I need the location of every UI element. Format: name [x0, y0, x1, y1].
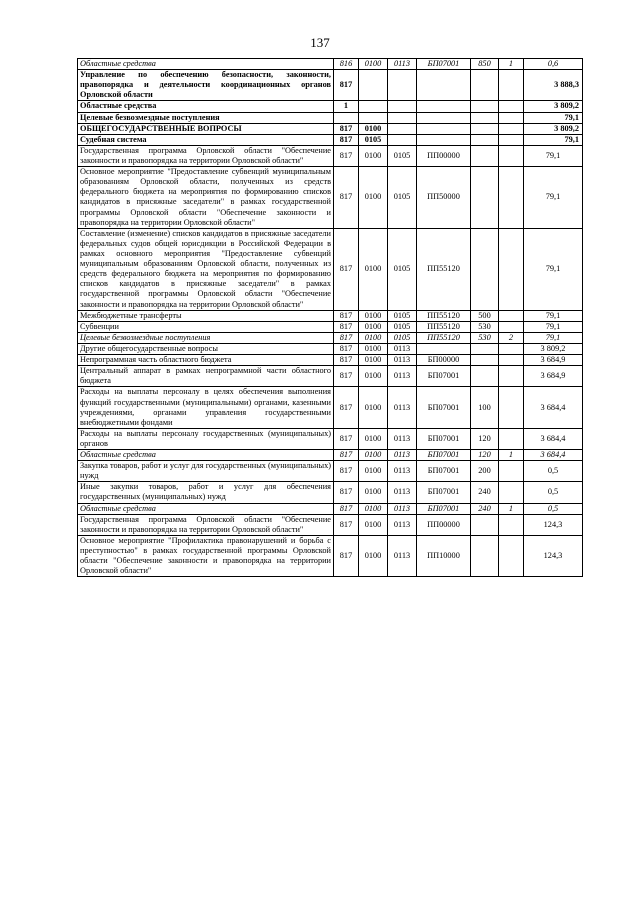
- cell-ved-code: 817: [334, 332, 359, 343]
- cell-funding-source: [499, 70, 524, 101]
- cell-target-article: БП07001: [417, 387, 471, 428]
- cell-subsection-code: 0105: [388, 145, 417, 166]
- cell-funding-source: [499, 428, 524, 449]
- cell-funding-source: 1: [499, 503, 524, 514]
- cell-funding-source: [499, 535, 524, 576]
- cell-target-article: БП00000: [417, 355, 471, 366]
- cell-target-article: [417, 101, 471, 112]
- cell-name: Областные средства: [78, 101, 334, 112]
- cell-target-article: ПП00000: [417, 514, 471, 535]
- cell-name: Расходы на выплаты персоналу государственных (муниципальных) органов: [78, 428, 334, 449]
- cell-name: Межбюджетные трансферты: [78, 310, 334, 321]
- table-row: [78, 332, 583, 343]
- cell-subsection-code: 0105: [388, 167, 417, 229]
- cell-section-code: 0100: [359, 535, 388, 576]
- cell-ved-code: 817: [334, 310, 359, 321]
- cell-section-code: 0100: [359, 366, 388, 387]
- cell-expense-type: 200: [471, 461, 499, 482]
- cell-expense-type: 530: [471, 321, 499, 332]
- cell-amount: 3 684,9: [524, 366, 583, 387]
- table-row: [78, 387, 583, 428]
- cell-expense-type: [471, 228, 499, 310]
- cell-section-code: 0100: [359, 482, 388, 503]
- cell-name: Составление (изменение) списков кандидатов в присяжные заседатели федеральных судов общей юрисдикции в Российской Федерации в рамках основного мероприятия "Предоставление субвенций муниципальным образованиям Орловской области, полученных из средств федерального бюджета на мероприятия по формированию списков кандидатов в присяжные заседатели" в рамках государственной программы Орловской области "Обеспечение законности и правопорядка на территории Орловской области": [78, 228, 334, 310]
- cell-ved-code: [334, 112, 359, 123]
- cell-target-article: БП07001: [417, 482, 471, 503]
- cell-amount: 124,3: [524, 535, 583, 576]
- cell-ved-code: 817: [334, 134, 359, 145]
- cell-section-code: 0100: [359, 145, 388, 166]
- cell-target-article: ПП10000: [417, 535, 471, 576]
- cell-expense-type: [471, 535, 499, 576]
- table-row: [78, 503, 583, 514]
- table-row: [78, 450, 583, 461]
- cell-subsection-code: [388, 112, 417, 123]
- cell-expense-type: 120: [471, 450, 499, 461]
- cell-expense-type: [471, 343, 499, 354]
- cell-target-article: БП07001: [417, 503, 471, 514]
- cell-amount: 3 809,2: [524, 123, 583, 134]
- cell-section-code: 0100: [359, 428, 388, 449]
- cell-section-code: 0100: [359, 450, 388, 461]
- cell-target-article: БП07001: [417, 461, 471, 482]
- cell-target-article: БП07001: [417, 59, 471, 70]
- cell-funding-source: [499, 321, 524, 332]
- cell-amount: 3 809,2: [524, 101, 583, 112]
- cell-name: Целевые безвозмездные поступления: [78, 332, 334, 343]
- cell-name: Областные средства: [78, 503, 334, 514]
- cell-funding-source: [499, 355, 524, 366]
- cell-funding-source: [499, 134, 524, 145]
- cell-amount: 124,3: [524, 514, 583, 535]
- table-row: [78, 123, 583, 134]
- cell-ved-code: 817: [334, 70, 359, 101]
- cell-subsection-code: [388, 134, 417, 145]
- cell-section-code: 0100: [359, 332, 388, 343]
- cell-amount: 0,6: [524, 59, 583, 70]
- table-row: [78, 461, 583, 482]
- cell-section-code: 0100: [359, 343, 388, 354]
- cell-amount: 3 684,4: [524, 450, 583, 461]
- cell-ved-code: 817: [334, 145, 359, 166]
- cell-expense-type: [471, 514, 499, 535]
- cell-ved-code: 816: [334, 59, 359, 70]
- cell-name: Государственная программа Орловской области "Обеспечение законности и правопорядка на территории Орловской области": [78, 514, 334, 535]
- cell-target-article: ПП50000: [417, 167, 471, 229]
- cell-amount: 79,1: [524, 321, 583, 332]
- cell-expense-type: [471, 167, 499, 229]
- table-row: [78, 145, 583, 166]
- cell-amount: 79,1: [524, 112, 583, 123]
- cell-amount: 79,1: [524, 228, 583, 310]
- cell-section-code: 0100: [359, 514, 388, 535]
- table-row: [78, 101, 583, 112]
- cell-name: Основное мероприятие "Предоставление субвенций муниципальным образованиям Орловской области, полученных из средств федерального бюджета на мероприятия по формированию списков кандидатов в присяжные заседатели" в рамках государственной программы Орловской области "Обеспечение законности и правопорядка на территории Орловской области": [78, 167, 334, 229]
- cell-target-article: [417, 123, 471, 134]
- cell-funding-source: [499, 514, 524, 535]
- cell-expense-type: 240: [471, 482, 499, 503]
- table-body: [78, 59, 583, 577]
- cell-funding-source: [499, 167, 524, 229]
- cell-amount: 0,5: [524, 461, 583, 482]
- cell-subsection-code: 0113: [388, 428, 417, 449]
- cell-amount: 79,1: [524, 134, 583, 145]
- cell-target-article: БП07001: [417, 366, 471, 387]
- cell-target-article: БП07001: [417, 450, 471, 461]
- cell-target-article: ПП55120: [417, 332, 471, 343]
- cell-ved-code: 817: [334, 514, 359, 535]
- cell-expense-type: [471, 366, 499, 387]
- cell-funding-source: [499, 145, 524, 166]
- cell-funding-source: [499, 228, 524, 310]
- cell-expense-type: [471, 355, 499, 366]
- cell-target-article: [417, 112, 471, 123]
- cell-subsection-code: 0113: [388, 59, 417, 70]
- cell-expense-type: 500: [471, 310, 499, 321]
- cell-subsection-code: 0113: [388, 535, 417, 576]
- cell-section-code: 0100: [359, 123, 388, 134]
- cell-ved-code: 817: [334, 461, 359, 482]
- cell-subsection-code: 0113: [388, 450, 417, 461]
- cell-expense-type: 120: [471, 428, 499, 449]
- cell-funding-source: [499, 112, 524, 123]
- cell-ved-code: 817: [334, 167, 359, 229]
- cell-ved-code: 817: [334, 228, 359, 310]
- table-row: [78, 134, 583, 145]
- table-row: [78, 366, 583, 387]
- cell-section-code: 0100: [359, 310, 388, 321]
- cell-subsection-code: [388, 123, 417, 134]
- cell-ved-code: 817: [334, 535, 359, 576]
- cell-name: Областные средства: [78, 450, 334, 461]
- cell-name: Управление по обеспечению безопасности, законности, правопорядка и деятельности координационных органов Орловской области: [78, 70, 334, 101]
- cell-ved-code: 817: [334, 343, 359, 354]
- cell-ved-code: 817: [334, 366, 359, 387]
- cell-expense-type: [471, 145, 499, 166]
- table-row: [78, 343, 583, 354]
- cell-amount: 79,1: [524, 332, 583, 343]
- cell-funding-source: [499, 366, 524, 387]
- cell-funding-source: [499, 343, 524, 354]
- cell-name: Расходы на выплаты персоналу в целях обеспечения выполнения функций государственными (муниципальными) органами, казенными учреждениями, органами управления государственными внебюджетными фондами: [78, 387, 334, 428]
- table-row: [78, 355, 583, 366]
- cell-expense-type: [471, 101, 499, 112]
- cell-target-article: [417, 343, 471, 354]
- cell-name: Основное мероприятие "Профилактика правонарушений и борьба с преступностью" в рамках государственной программы Орловской области "Обеспечение законности и правопорядка на территории Орловской области": [78, 535, 334, 576]
- cell-name: ОБЩЕГОСУДАРСТВЕННЫЕ ВОПРОСЫ: [78, 123, 334, 134]
- cell-target-article: БП07001: [417, 428, 471, 449]
- cell-target-article: ПП55120: [417, 321, 471, 332]
- cell-funding-source: [499, 387, 524, 428]
- cell-expense-type: [471, 112, 499, 123]
- table-row: [78, 228, 583, 310]
- cell-expense-type: 850: [471, 59, 499, 70]
- cell-amount: 3 684,4: [524, 387, 583, 428]
- cell-name: Субвенции: [78, 321, 334, 332]
- cell-section-code: 0100: [359, 503, 388, 514]
- cell-name: Целевые безвозмездные поступления: [78, 112, 334, 123]
- cell-ved-code: 817: [334, 428, 359, 449]
- cell-ved-code: 817: [334, 355, 359, 366]
- cell-target-article: ПП55120: [417, 310, 471, 321]
- table-row: [78, 535, 583, 576]
- cell-expense-type: [471, 123, 499, 134]
- cell-ved-code: 817: [334, 503, 359, 514]
- cell-amount: 0,5: [524, 503, 583, 514]
- cell-subsection-code: 0113: [388, 355, 417, 366]
- cell-section-code: 0100: [359, 167, 388, 229]
- cell-name: Другие общегосударственные вопросы: [78, 343, 334, 354]
- table-row: [78, 112, 583, 123]
- cell-name: Закупка товаров, работ и услуг для государственных (муниципальных) нужд: [78, 461, 334, 482]
- cell-section-code: 0100: [359, 355, 388, 366]
- cell-subsection-code: 0105: [388, 321, 417, 332]
- cell-subsection-code: 0113: [388, 387, 417, 428]
- cell-section-code: 0100: [359, 59, 388, 70]
- cell-section-code: 0100: [359, 387, 388, 428]
- cell-funding-source: [499, 482, 524, 503]
- cell-funding-source: [499, 461, 524, 482]
- cell-expense-type: 530: [471, 332, 499, 343]
- cell-target-article: [417, 134, 471, 145]
- cell-amount: 79,1: [524, 167, 583, 229]
- table-row: [78, 59, 583, 70]
- cell-section-code: 0100: [359, 461, 388, 482]
- cell-section-code: 0100: [359, 228, 388, 310]
- cell-section-code: [359, 70, 388, 101]
- cell-subsection-code: 0113: [388, 343, 417, 354]
- cell-expense-type: [471, 70, 499, 101]
- cell-name: Судебная система: [78, 134, 334, 145]
- table-row: [78, 482, 583, 503]
- cell-subsection-code: 0105: [388, 228, 417, 310]
- cell-amount: 3 684,9: [524, 355, 583, 366]
- cell-amount: 3 809,2: [524, 343, 583, 354]
- table-row: [78, 321, 583, 332]
- cell-name: Центральный аппарат в рамках непрограммной части областного бюджета: [78, 366, 334, 387]
- table-row: [78, 70, 583, 101]
- cell-amount: 79,1: [524, 145, 583, 166]
- table-row: [78, 428, 583, 449]
- cell-subsection-code: 0113: [388, 482, 417, 503]
- cell-target-article: ПП55120: [417, 228, 471, 310]
- cell-expense-type: 100: [471, 387, 499, 428]
- cell-funding-source: 2: [499, 332, 524, 343]
- cell-section-code: 0105: [359, 134, 388, 145]
- cell-expense-type: [471, 134, 499, 145]
- budget-table: [77, 58, 583, 577]
- table-row: [78, 310, 583, 321]
- cell-ved-code: 817: [334, 321, 359, 332]
- cell-subsection-code: 0105: [388, 332, 417, 343]
- cell-funding-source: 1: [499, 59, 524, 70]
- cell-subsection-code: [388, 70, 417, 101]
- cell-ved-code: 817: [334, 387, 359, 428]
- table-row: [78, 167, 583, 229]
- cell-section-code: 0100: [359, 321, 388, 332]
- cell-funding-source: [499, 310, 524, 321]
- cell-subsection-code: 0105: [388, 310, 417, 321]
- cell-amount: 0,5: [524, 482, 583, 503]
- cell-name: Областные средства: [78, 59, 334, 70]
- cell-name: Непрограммная часть областного бюджета: [78, 355, 334, 366]
- cell-name: Иные закупки товаров, работ и услуг для обеспечения государственных (муниципальных) нужд: [78, 482, 334, 503]
- cell-expense-type: 240: [471, 503, 499, 514]
- cell-subsection-code: 0113: [388, 514, 417, 535]
- cell-subsection-code: 0113: [388, 461, 417, 482]
- cell-section-code: [359, 101, 388, 112]
- cell-amount: 79,1: [524, 310, 583, 321]
- cell-ved-code: 817: [334, 450, 359, 461]
- cell-subsection-code: 0113: [388, 503, 417, 514]
- cell-funding-source: [499, 101, 524, 112]
- cell-target-article: [417, 70, 471, 101]
- cell-ved-code: 817: [334, 123, 359, 134]
- cell-name: Государственная программа Орловской области "Обеспечение законности и правопорядка на территории Орловской области": [78, 145, 334, 166]
- cell-subsection-code: 0113: [388, 366, 417, 387]
- table-row: [78, 514, 583, 535]
- cell-funding-source: [499, 123, 524, 134]
- cell-ved-code: 1: [334, 101, 359, 112]
- cell-funding-source: 1: [499, 450, 524, 461]
- cell-amount: 3 684,4: [524, 428, 583, 449]
- cell-ved-code: 817: [334, 482, 359, 503]
- cell-section-code: [359, 112, 388, 123]
- cell-target-article: ПП00000: [417, 145, 471, 166]
- page-number: 137: [310, 35, 330, 50]
- cell-subsection-code: [388, 101, 417, 112]
- cell-amount: 3 888,3: [524, 70, 583, 101]
